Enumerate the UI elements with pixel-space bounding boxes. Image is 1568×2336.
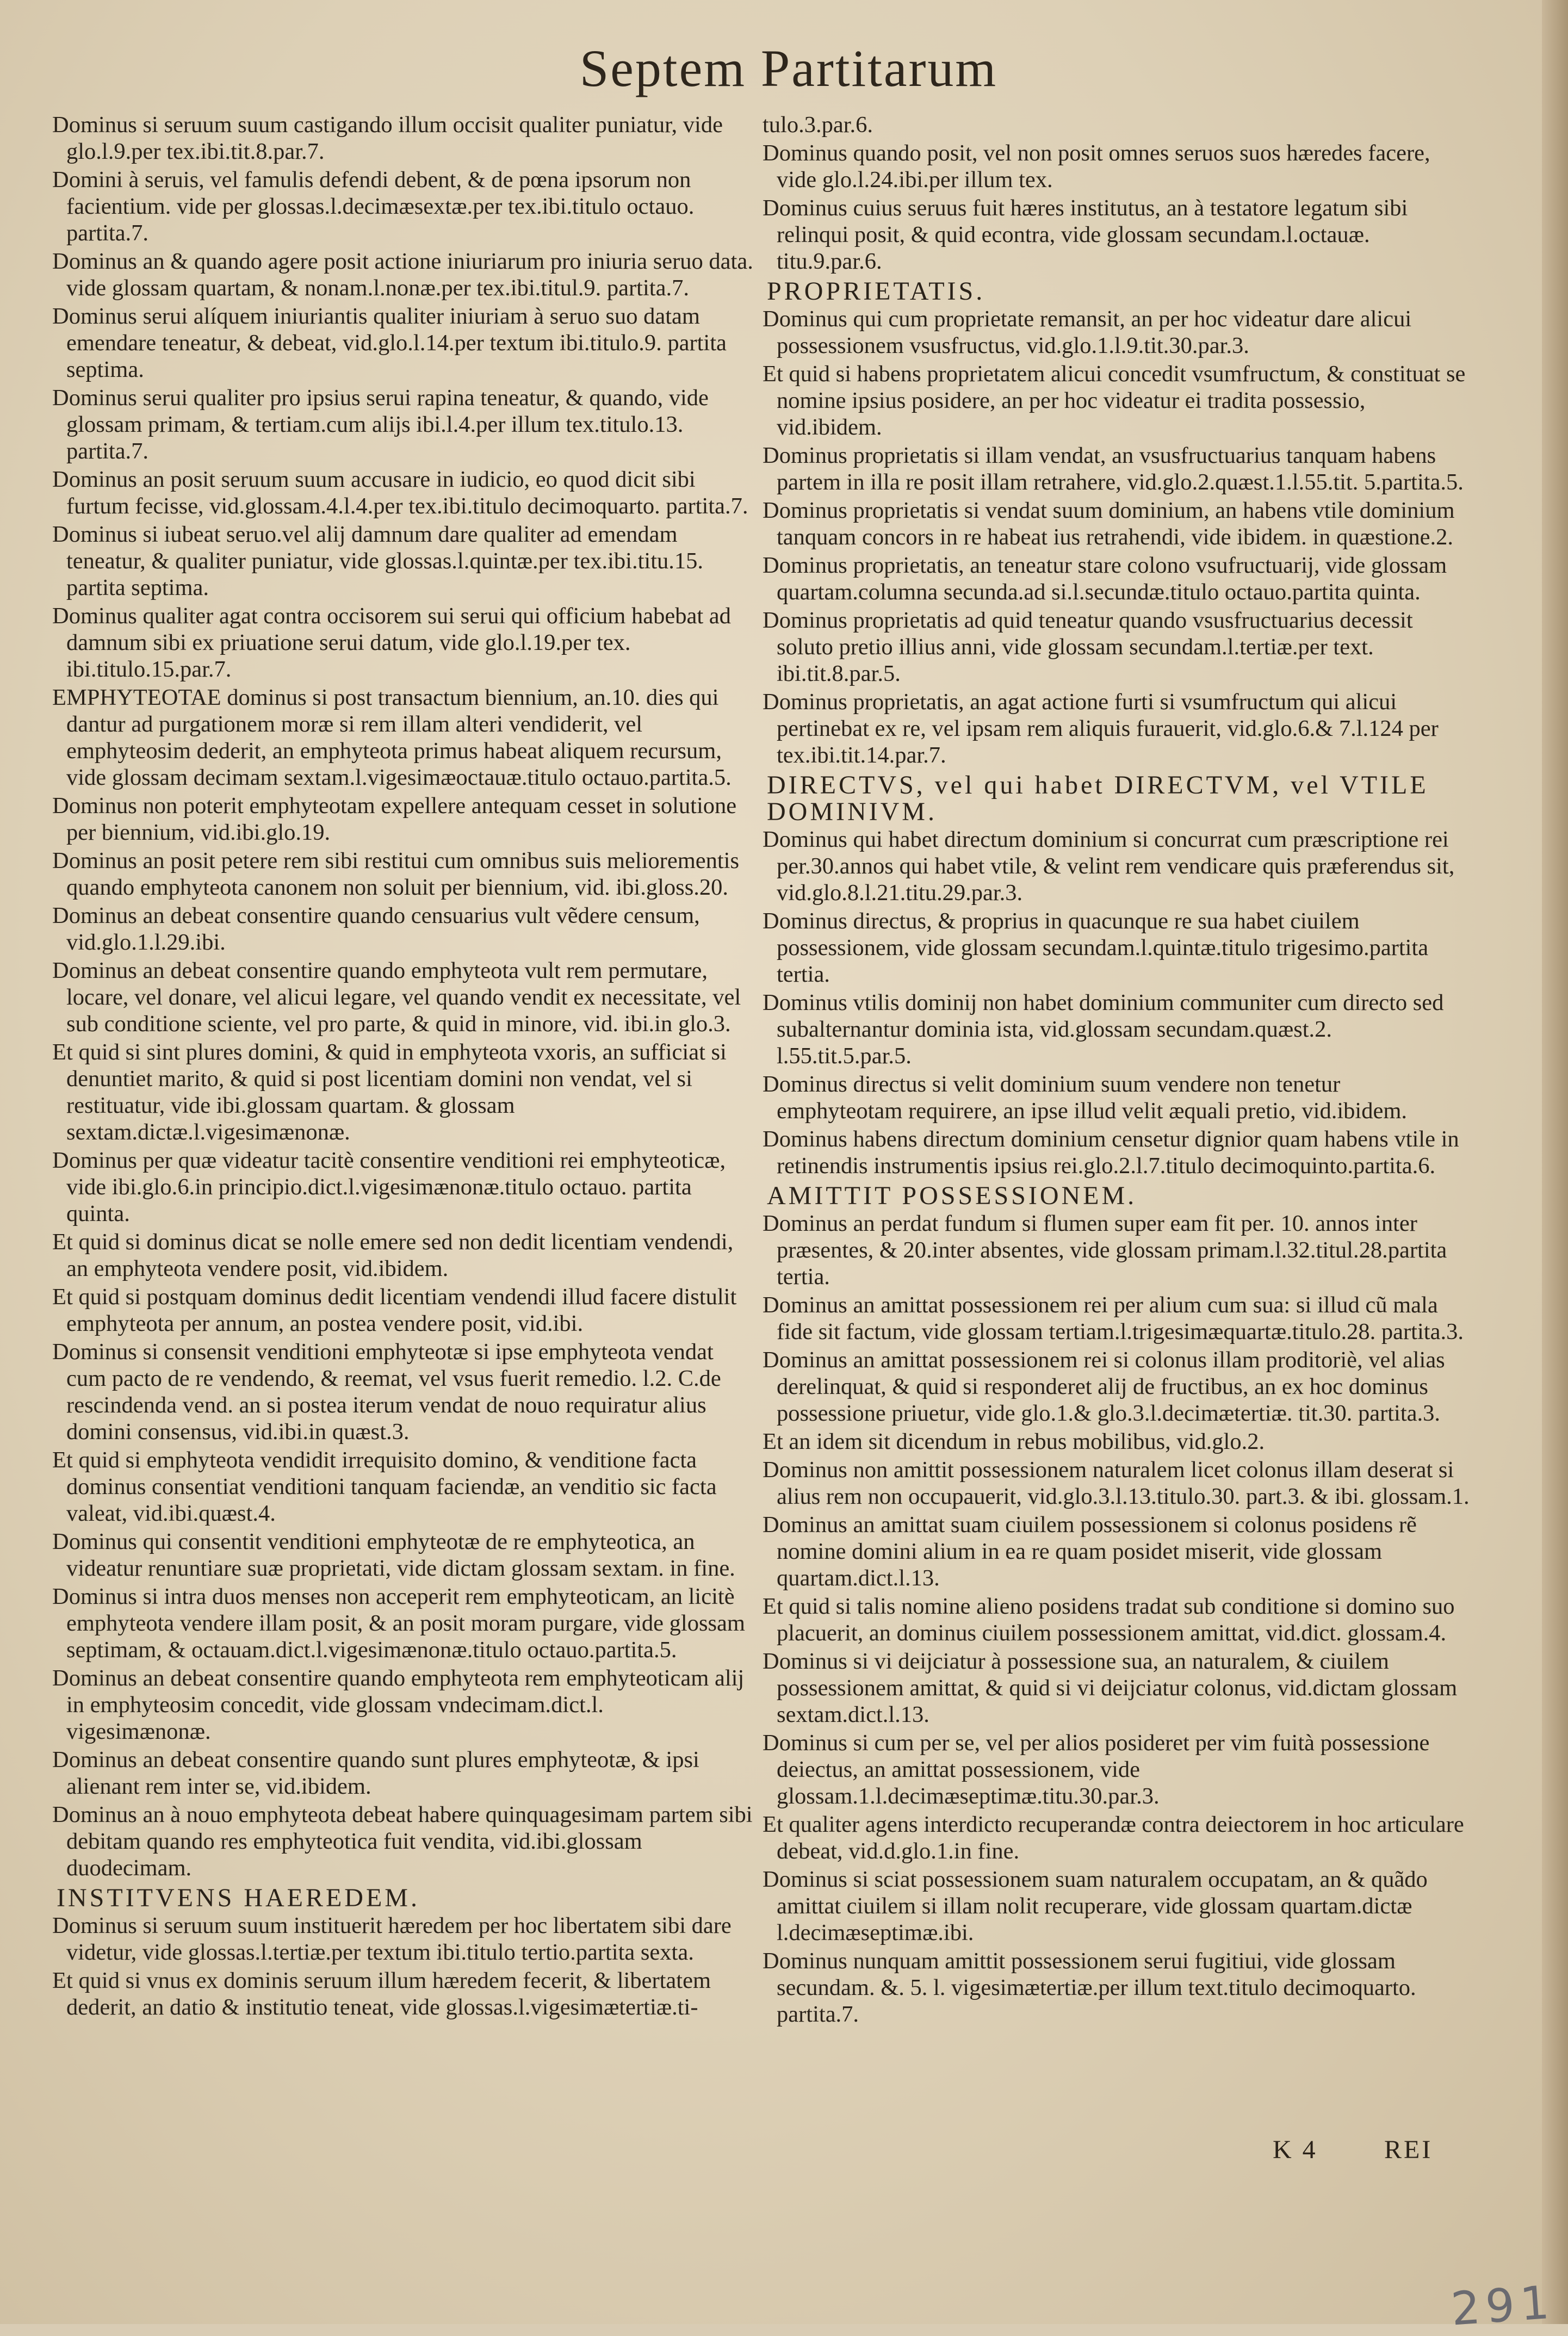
index-entry: Dominus an debeat consentire quando censuarius vult vẽdere censum, vid.glo.1.l.29.ibi. xyxy=(52,903,700,955)
index-entry: Et qualiter agens interdicto recuperandæ contra deiectorem in hoc articulare debeat, vid.d.glo.1.in fine. xyxy=(763,1812,1464,1864)
index-entry: Dominus si vi deijciatur à possessione sua, an naturalem, & ciuilem possessionem amittat, & quid si vi deijciatur colonus, vid.dictam glossam sextam.dict.l.13. xyxy=(763,1649,1458,1727)
index-entry: Dominus an posit seruum suum accusare in iudicio, eo quod dicit sibi furtum fecisse, vid.glossam.4.l.4.per tex.ibi.titulo decimoquarto. partita.7. xyxy=(52,467,748,519)
index-entry: Dominus an perdat fundum si flumen super eam fit per. 10. annos inter præsentes, & 20.inter absentes, vide glossam primam.l.32.titul.28.partita tertia. xyxy=(763,1211,1447,1290)
facing-page-edge xyxy=(1542,0,1568,2324)
index-entry: Dominus nunquam amittit possessionem serui fugitiui, vide glossam secundam. &. 5. l. vigesimætertiæ.per illum text.titulo decimoquarto. partita.7. xyxy=(763,1948,1416,2027)
index-entry: Dominus an à nouo emphyteota debeat habere quinquagesimam partem sibi debitam quando res emphyteotica fuit vendita, vid.ibi.glossam duodecimam. xyxy=(52,1802,753,1881)
section-heading: DIRECTVS, vel qui habet DIRECTVM, vel VTILE DOMINIVM. xyxy=(767,771,1429,826)
index-entry: Dominus an posit petere rem sibi restitui cum omnibus suis meliorementis quando emphyteota canonem non soluit per biennium, vid. ibi.gloss.20. xyxy=(52,848,740,900)
index-entry: Dominus directus si velit dominium suum vendere non tenetur emphyteotam requirere, an ipse illud velit æquali pretio, vid.ibidem. xyxy=(763,1071,1408,1124)
index-entry: Dominus si iubeat seruo.vel alij damnum dare qualiter ad emendam teneatur, & qualiter puniatur, vide glossas.l.quintæ.per tex.ibi.titu.15. partita septima. xyxy=(52,522,704,600)
index-entry: Dominus proprietatis, an agat actione furti si vsumfructum qui alicui pertinebat ex re, vel ipsam rem aliquis furauerit, vid.glo.6.& 7.l.124 per tex.ibi.tit.14.par.7. xyxy=(763,689,1439,768)
index-entry: Domini à seruis, vel famulis defendi debent, & de pœna ipsorum non facientium. vide per glossas.l.decimæsextæ.per tex.ibi.titulo octauo. partita.7. xyxy=(52,167,695,246)
index-entry: Dominus proprietatis si vendat suum dominium, an habens vtile dominium tanquam concors in re habeat ius retrahendi, vide ibidem. in quæstione.2. xyxy=(763,498,1455,550)
index-entry: Dominus an debeat consentire quando emphyteota rem emphyteoticam alij in emphyteosim concedit, vide glossam vndecimam.dict.l. vigesimænonæ. xyxy=(52,1665,745,1744)
index-entry: Dominus si consensit venditioni emphyteotæ si ipse emphyteota vendat cum pacto de re vendendo, & reemat, vel vsus fuerit remedio. l.2. C.de rescindenda vend. an si postea iterum vendat de nouo requiratur alius domini consensus, vid.ibi.in quæst.3. xyxy=(52,1339,721,1445)
index-entry: Dominus an & quando agere posit actione iniuriarum pro iniuria seruo data. vide glossam quartam, & nonam.l.nonæ.per tex.ibi.titul.9. partita.7. xyxy=(52,249,753,301)
index-entry: Et an idem sit dicendum in rebus mobilibus, vid.glo.2. xyxy=(763,1429,1265,1454)
section-heading: AMITTIT POSSESSIONEM. xyxy=(767,1181,1137,1210)
index-entry: Dominus an debeat consentire quando emphyteota vult rem permutare, locare, vel donare, vel alicui legare, vel quando vendit ex necessitate, vel sub conditione sciente, vel pro parte, & quid in minore, vid. ibi.in glo.3. xyxy=(52,958,741,1037)
index-entry: EMPHYTEOTAE dominus si post transactum biennium, an.10. dies qui dantur ad purgationem moræ si rem illam alteri vendiderit, vel emphyteosim dederit, an emphyteota primus habeat aliquem recursum, vide glossam decimam sextam.l.vigesimæoctauæ.titulo octauo.partita.5. xyxy=(52,685,732,790)
index-entry: Dominus qui habet directum dominium si concurrat cum præscriptione rei per.30.annos qui habet vtile, & velint rem vendicare quis præferendus sit, vid.glo.8.l.21.titu.29.par.3. xyxy=(763,827,1455,906)
index-entry: Dominus an amittat possessionem rei per alium cum sua: si illud cũ mala fide sit factum, vide glossam tertiam.l.trigesimæquartæ.titulo.28. partita.3. xyxy=(763,1292,1464,1344)
index-entry: Dominus quando posit, vel non posit omnes seruos suos hæredes facere, vide glo.l.24.ibi.per illum tex. xyxy=(763,140,1430,193)
section-heading: INSTITVENS HAEREDEM. xyxy=(57,1883,420,1912)
index-entry: Dominus qui cum proprietate remansit, an per hoc videatur dare alicui possessionem vsusfructus, vid.glo.1.l.9.tit.30.par.3. xyxy=(763,306,1412,358)
index-entry: Dominus an amittat suam ciuilem possessionem si colonus posidens rẽ nomine domini alium in ea re quam posidet miserit, vide glossam quartam.dict.l.13. xyxy=(763,1512,1417,1591)
index-entry: Et quid si talis nomine alieno posidens tradat sub conditione si domino suo placuerit, an dominus ciuilem possessionem amittat, vid.dict. glossam.4. xyxy=(763,1594,1455,1646)
index-entry: Dominus si intra duos menses non acceperit rem emphyteoticam, an licitè emphyteota vendere illam posit, & an posit moram purgare, vide glossam septimam, & octauam.dict.l.vigesimænonæ.titulo octauo.partita.5. xyxy=(52,1584,745,1663)
index-entry: Dominus si seruum suum castigando illum occisit qualiter puniatur, vide glo.l.9.per tex.ibi.tit.8.par.7. xyxy=(52,112,723,164)
index-entry: Dominus non amittit possessionem naturalem licet colonus illam deserat si alius rem non occupauerit, vid.glo.3.l.13.titulo.30. part.3. & ibi. glossam.1. xyxy=(763,1457,1470,1509)
index-entry: Dominus serui qualiter pro ipsius serui rapina teneatur, & quando, vide glossam primam, & tertiam.cum alijs ibi.l.4.per illum tex.titulo.13. partita.7. xyxy=(52,385,709,464)
index-entry: Et quid si vnus ex dominis seruum illum hæredem fecerit, & libertatem dederit, an datio & institutio teneat, vide glossas.l.vigesimætertiæ.ti- xyxy=(52,1968,711,2020)
index-entry: Et quid si postquam dominus dedit licentiam vendendi illud facere distulit emphyteota per annum, an postea vendere posit, vid.ibi. xyxy=(52,1284,737,1336)
index-entry: Dominus per quæ videatur tacitè consentire venditioni rei emphyteoticæ, vide ibi.glo.6.in principio.dict.l.vigesimænonæ.titulo octauo. partita quinta. xyxy=(52,1148,726,1226)
index-entry: Dominus proprietatis ad quid teneatur quando vsusfructuarius decessit soluto pretio illius anni, vide glossam secundam.l.tertiæ.per text. ibi.tit.8.par.5. xyxy=(763,608,1413,686)
index-entry: Et quid si habens proprietatem alicui concedit vsumfructum, & constituat se nomine ipsius posidere, an per hoc videatur ei tradita possessio, vid.ibidem. xyxy=(763,361,1466,440)
index-entry: Dominus an debeat consentire quando sunt plures emphyteotæ, & ipsi alienant rem inter se, vid.ibidem. xyxy=(52,1747,699,1799)
running-head: Septem Partitarum xyxy=(579,39,998,97)
index-entry: tulo.3.par.6. xyxy=(763,112,873,138)
index-entry: Dominus si sciat possessionem suam naturalem occupatam, an & quãdo amittat ciuilem si illam nolit recuperare, vide glossam quartam.dictæ l.decimæseptimæ.ibi. xyxy=(763,1867,1428,1945)
index-entry: Et quid si dominus dicat se nolle emere sed non dedit licentiam vendendi, an emphyteota vendere posit, vid.ibidem. xyxy=(52,1229,734,1281)
left-column xyxy=(52,111,754,2022)
index-entry: Dominus qui consentit venditioni emphyteotæ de re emphyteotica, an videatur renuntiare suæ proprietati, vide dictam glossam sextam. in fine. xyxy=(52,1529,735,1581)
right-column xyxy=(763,111,1470,2029)
section-heading: PROPRIETATIS. xyxy=(767,277,986,306)
index-entry: Dominus vtilis dominij non habet dominium communiter cum directo sed subalternantur dominia ista, vid.glossam secundam.quæst.2. l.55.tit.5.par.5. xyxy=(763,990,1444,1069)
index-entry: Dominus si seruum suum instituerit hæredem per hoc libertatem sibi dare videtur, vide glossas.l.tertiæ.per textum ibi.titulo tertio.partita sexta. xyxy=(52,1913,732,1965)
index-entry: Dominus qualiter agat contra occisorem sui serui qui officium habebat ad damnum sibi ex priuatione serui datum, vide glo.l.19.per tex. ibi.titulo.15.par.7. xyxy=(52,603,731,682)
index-entry: Dominus non poterit emphyteotam expellere antequam cesset in solutione per biennium, vid.ibi.glo.19. xyxy=(52,793,737,845)
signature-mark: K 4 xyxy=(1273,2135,1318,2164)
catchword: REI xyxy=(1384,2135,1433,2164)
index-entry: Et quid si emphyteota vendidit irrequisito domino, & venditione facta dominus consentiat venditioni tanquam faciendæ, an venditio sic facta valeat, vid.ibi.quæst.4. xyxy=(52,1447,717,1526)
index-entry: Dominus habens directum dominium censetur dignior quam habens vtile in retinendis instrumentis ipsius rei.glo.2.l.7.titulo decimoquinto.partita.6. xyxy=(763,1126,1459,1179)
index-entry: Dominus serui alíquem iniuriantis qualiter iniuriam à seruo suo datam emendare teneatur, & debeat, vid.glo.l.14.per textum ibi.titulo.9. partita septima. xyxy=(52,303,727,382)
index-entry: Et quid si sint plures domini, & quid in emphyteota vxoris, an sufficiat si denuntiet marito, & quid si post licentiam domini non vendat, vel si restituatur, vide ibi.glossam quartam. & glossam sextam.dictæ.l.vigesimænonæ. xyxy=(52,1039,727,1145)
index-entry: Dominus si cum per se, vel per alios posideret per vim fuità possessione deiectus, an amittat possessionem, vide glossam.1.l.decimæseptimæ.titu.30.par.3. xyxy=(763,1730,1430,1809)
handwritten-folio-number: 291 xyxy=(1449,2275,1557,2336)
index-entry: Dominus directus, & proprius in quacunque re sua habet ciuilem possessionem, vide glossam secundam.l.quintæ.titulo trigesimo.partita tertia. xyxy=(763,908,1429,987)
index-entry: Dominus proprietatis si illam vendat, an vsusfructuarius tanquam habens partem in illa re posit illam retrahere, vid.glo.2.quæst.1.l.55.tit. 5.partita.5. xyxy=(763,443,1464,495)
index-entry: Dominus an amittat possessionem rei si colonus illam proditoriè, vel alias derelinquat, & quid si responderet alij de fructibus, an ex hoc dominus possessione priuetur, vide glo.1.& glo.3.l.decimætertiæ. tit.30. partita.3. xyxy=(763,1347,1445,1426)
index-entry: Dominus proprietatis, an teneatur stare colono vsufructuarij, vide glossam quartam.columna secunda.ad si.l.secundæ.titulo octauo.partita quinta. xyxy=(763,553,1447,605)
index-entry: Dominus cuius seruus fuit hæres institutus, an à testatore legatum sibi relinqui posit, & quid econtra, vide glossam secundam.l.octauæ. titu.9.par.6. xyxy=(763,195,1408,274)
